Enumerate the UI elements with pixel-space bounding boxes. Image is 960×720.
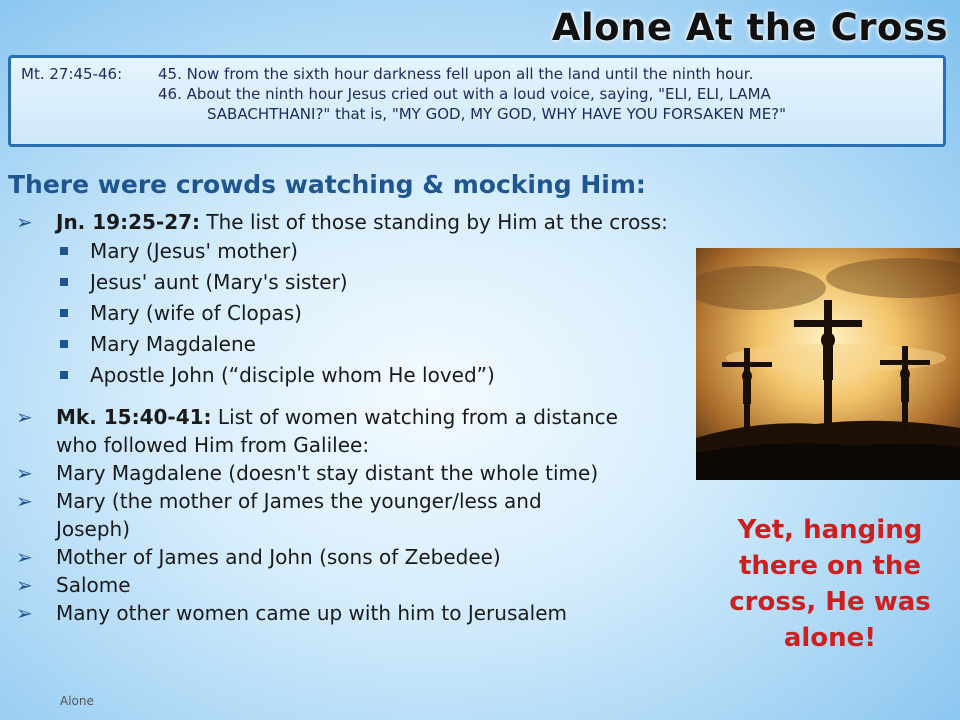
- mark-text: List of women watching from a distance who followed Him from Galilee:: [56, 405, 618, 457]
- scripture-reference: Mt. 27:45-46:: [21, 65, 123, 83]
- list-item-text: Jesus' aunt (Mary's sister): [90, 270, 348, 294]
- arrow-bullet-icon: ➢: [16, 405, 33, 429]
- scripture-verse-46: 46. About the ninth hour Jesus cried out with a loud voice, saying, "ELI, ELI, LAMA: [158, 85, 771, 103]
- list-item: [16, 360, 706, 391]
- slide-title: Alone At the Cross: [551, 6, 948, 49]
- list-item-john: [16, 208, 706, 236]
- list-item-text: Mother of James and John (sons of Zebedee): [56, 545, 501, 569]
- list-item-text: Salome: [56, 573, 131, 597]
- arrow-bullet-icon: ➢: [16, 601, 33, 625]
- three-crosses-image: [696, 248, 960, 480]
- list-item: [16, 599, 706, 627]
- list-item-text: Mary Magdalene: [90, 332, 256, 356]
- content-list: [16, 208, 706, 627]
- john-reference: Jn. 19:25-27:: [56, 210, 201, 234]
- list-item-text: Mary (Jesus' mother): [90, 239, 298, 263]
- section-heading: There were crowds watching & mocking Him:: [8, 170, 646, 199]
- scripture-verse-46-cont: SABACHTHANI?" that is, "MY GOD, MY GOD, WHY HAVE YOU FORSAKEN ME?": [207, 105, 787, 123]
- list-item-mark: [16, 403, 656, 459]
- square-bullet-icon: [60, 340, 68, 348]
- list-item: [16, 459, 706, 487]
- list-item: [16, 236, 706, 267]
- list-item: [16, 571, 706, 599]
- list-item-text: Mary Magdalene (doesn't stay distant the whole time): [56, 461, 599, 485]
- square-bullet-icon: [60, 371, 68, 379]
- scripture-box: [8, 55, 946, 147]
- arrow-bullet-icon: ➢: [16, 573, 33, 597]
- list-item: [16, 329, 706, 360]
- arrow-bullet-icon: ➢: [16, 545, 33, 569]
- list-item-text: Mary (wife of Clopas): [90, 301, 302, 325]
- arrow-bullet-icon: ➢: [16, 461, 33, 485]
- list-item-text: Apostle John (“disciple whom He loved”): [90, 363, 495, 387]
- footer-label: Alone: [60, 694, 94, 708]
- arrow-bullet-icon: ➢: [16, 489, 33, 513]
- mark-reference: Mk. 15:40-41:: [56, 405, 212, 429]
- square-bullet-icon: [60, 247, 68, 255]
- scripture-verse-45: 45. Now from the sixth hour darkness fell upon all the land until the ninth hour.: [158, 65, 754, 83]
- list-item: [16, 543, 706, 571]
- callout-text: Yet, hanging there on the cross, He was alone!: [729, 515, 931, 653]
- square-bullet-icon: [60, 309, 68, 317]
- list-item: [16, 267, 706, 298]
- john-text: The list of those standing by Him at the cross:: [200, 210, 668, 234]
- arrow-bullet-icon: ➢: [16, 210, 33, 234]
- list-item-text: Many other women came up with him to Jerusalem: [56, 601, 567, 625]
- square-bullet-icon: [60, 278, 68, 286]
- list-item-text: Mary (the mother of James the younger/less and Joseph): [56, 489, 542, 541]
- list-item: [16, 487, 616, 543]
- list-item: [16, 298, 706, 329]
